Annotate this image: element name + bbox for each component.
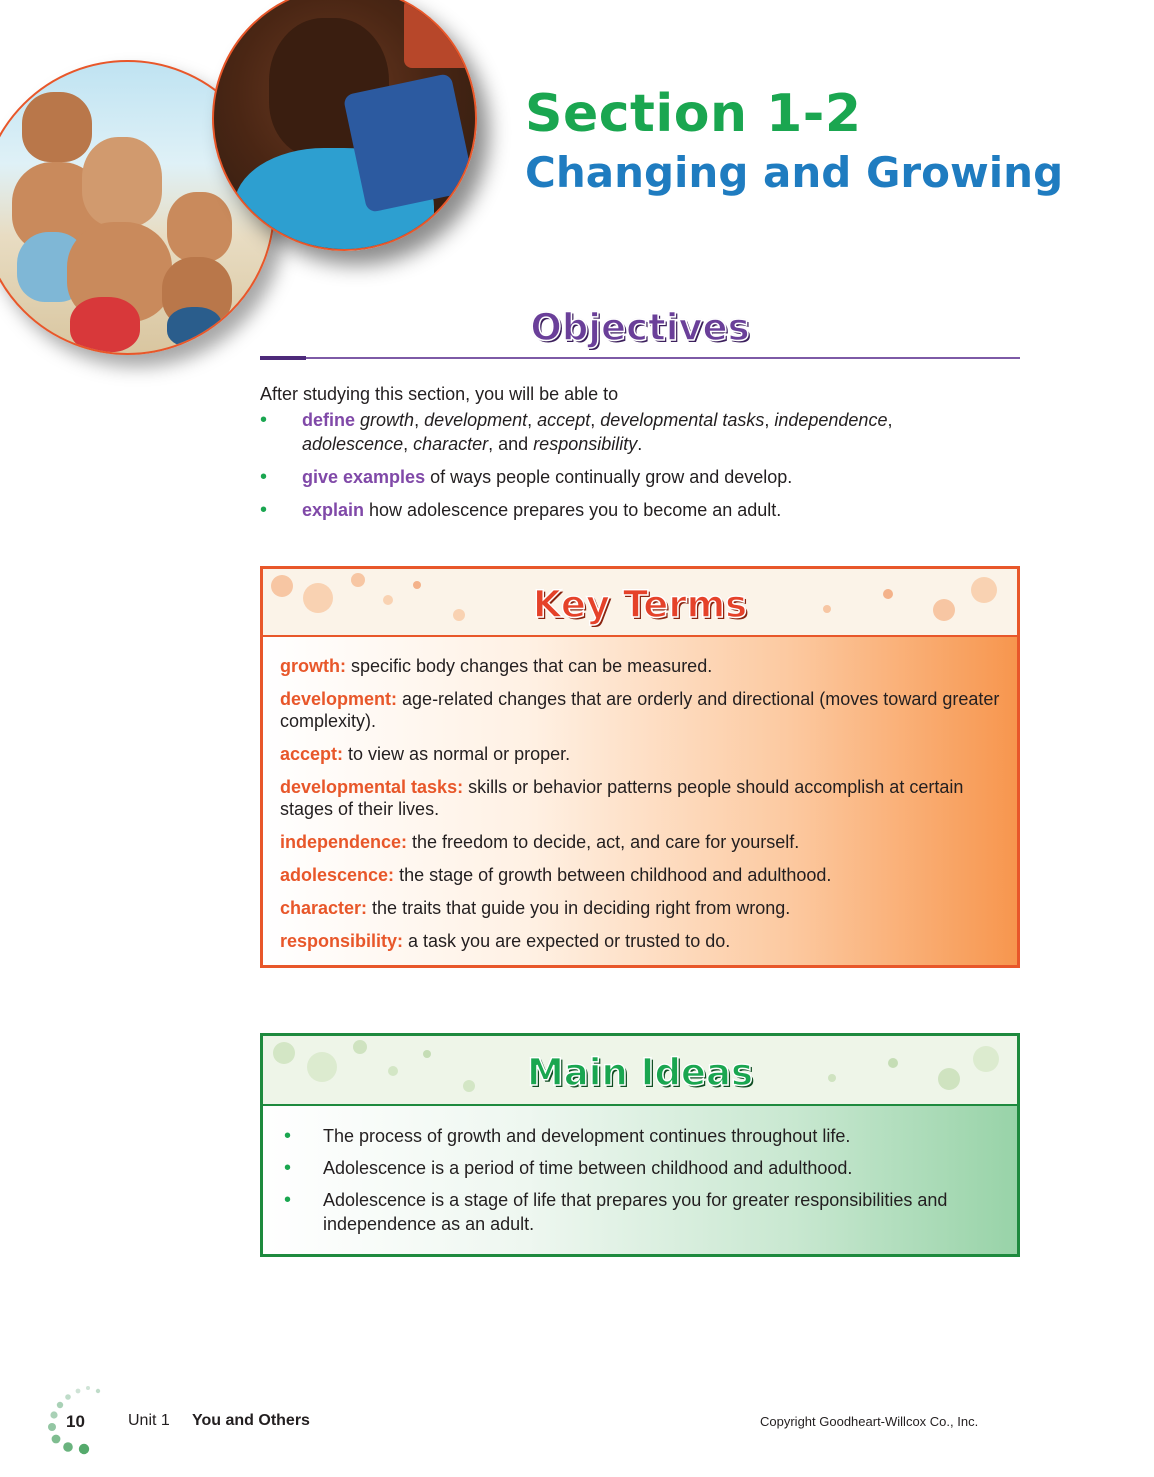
main-idea-text: Adolescence is a stage of life that prepares you for greater responsibilities and independence as an adult. [323, 1190, 948, 1234]
key-term-definition: a task you are expected or trusted to do. [403, 931, 731, 951]
key-term-definition: specific body changes that can be measured. [345, 656, 713, 676]
girl-with-books-photo [212, 0, 477, 251]
objectives-intro: After studying this section, you will be able to [260, 384, 619, 404]
objective-verb: explain [302, 500, 365, 520]
section-title: Changing and Growing [525, 148, 1064, 197]
objectives-divider-accent [260, 356, 306, 360]
key-term-item [280, 743, 1000, 765]
objective-verb: define [302, 410, 356, 430]
key-term-item [280, 688, 1000, 732]
key-term-item [280, 864, 1000, 886]
objectives-list [260, 408, 1000, 531]
term-ref: accept [537, 410, 591, 430]
main-ideas-box [260, 1033, 1020, 1257]
objectives-divider [260, 357, 1020, 359]
key-term: accept: [280, 744, 344, 764]
term-ref: development [424, 410, 528, 430]
key-terms-list [280, 655, 1000, 963]
term-ref: independence [774, 410, 888, 430]
term-ref: developmental tasks [600, 410, 765, 430]
main-idea-item [280, 1124, 1005, 1148]
page-number: 10 [66, 1412, 85, 1431]
key-term-definition: the stage of growth between childhood and adulthood. [394, 865, 832, 885]
main-idea-item [280, 1188, 1005, 1236]
objective-text: how adolescence prepares you to become an adult. [364, 500, 782, 520]
term-ref: character [413, 434, 489, 454]
key-term-item [280, 776, 1000, 820]
key-terms-heading: Key Terms [532, 583, 748, 626]
copyright-notice: Copyright Goodheart-Willcox Co., Inc. [760, 1414, 979, 1429]
main-idea-item [280, 1156, 1005, 1180]
main-idea-text: Adolescence is a period of time between childhood and adulthood. [323, 1158, 853, 1178]
bullet-icon: • [260, 466, 268, 488]
main-ideas-list [280, 1124, 1005, 1244]
objective-item [260, 465, 1000, 489]
key-term-definition: age-related changes that are orderly and directional (moves toward greater complexity). [280, 689, 1000, 731]
key-term-item [280, 897, 1000, 919]
bullet-icon: • [284, 1125, 292, 1147]
key-term-definition: the freedom to decide, act, and care for yourself. [407, 832, 800, 852]
key-term-definition: the traits that guide you in deciding right from wrong. [367, 898, 791, 918]
key-term: developmental tasks: [280, 777, 464, 797]
objective-item [260, 498, 1000, 522]
term-ref: growth [360, 410, 415, 430]
unit-label: Unit 1 [128, 1412, 170, 1429]
objective-text: of ways people continually grow and develop. [425, 467, 793, 487]
bullet-icon: • [260, 409, 268, 431]
bullet-icon: • [284, 1189, 292, 1211]
key-terms-box [260, 566, 1020, 968]
key-term-item [280, 930, 1000, 952]
key-term: character: [280, 898, 368, 918]
main-idea-text: The process of growth and development continues throughout life. [323, 1126, 851, 1146]
unit-title: You and Others [192, 1412, 310, 1429]
term-ref: adolescence [302, 434, 404, 454]
key-term-item [280, 831, 1000, 853]
key-term-definition: skills or behavior patterns people should accomplish at certain stages of their lives. [280, 777, 964, 819]
section-number: Section 1-2 [525, 84, 862, 144]
objectives-heading: Objectives [530, 306, 750, 349]
main-ideas-heading: Main Ideas [526, 1051, 754, 1094]
bullet-icon: • [284, 1157, 292, 1179]
key-term: development: [280, 689, 398, 709]
objective-item: • define growth, development, accept, developmental tasks, independence, adolescence, character, and responsibility. [260, 409, 893, 454]
term-ref: responsibility [533, 434, 638, 454]
key-term-definition: to view as normal or proper. [343, 744, 571, 764]
bullet-icon: • [260, 499, 268, 521]
key-term: growth: [280, 656, 346, 676]
key-term: independence: [280, 832, 408, 852]
key-term-item [280, 655, 1000, 677]
key-term: adolescence: [280, 865, 395, 885]
objective-verb: give examples [302, 467, 426, 487]
key-term: responsibility: [280, 931, 404, 951]
